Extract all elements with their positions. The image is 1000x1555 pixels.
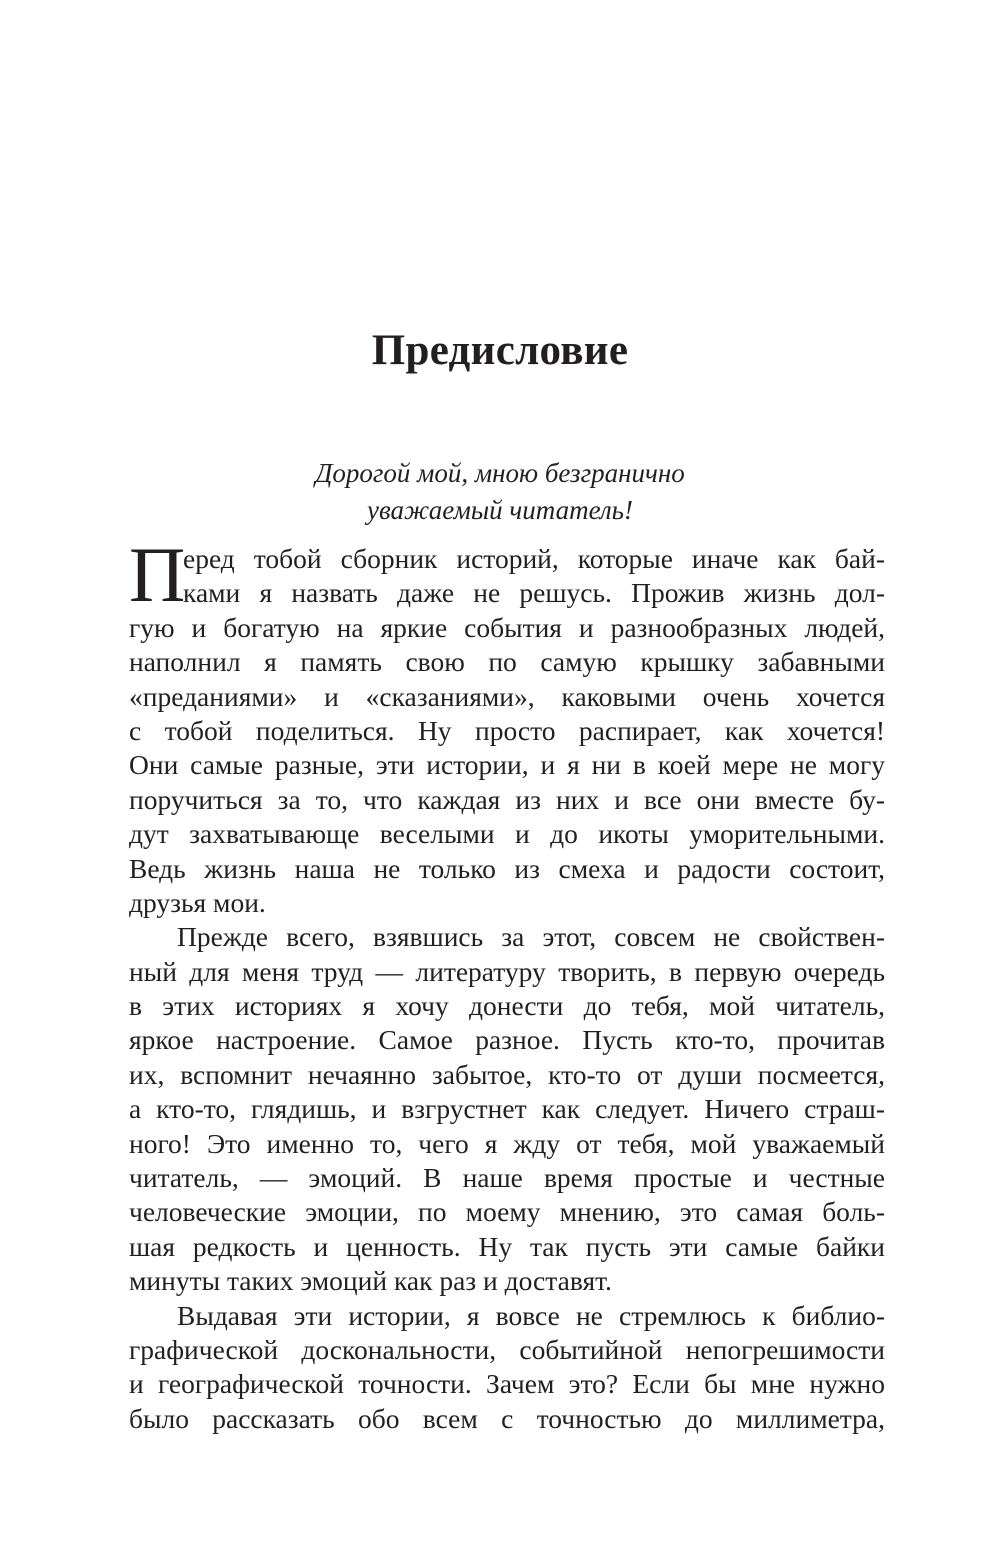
- text-line: «преданиями» и «сказаниями», каковыми очень хочется: [129, 680, 885, 712]
- paragraph: [129, 1299, 885, 1437]
- paragraph: [129, 531, 885, 920]
- text-line: Ведь жизнь наша не только из смеха и радости состоит,: [129, 852, 885, 884]
- chapter-title: Предисловие: [371, 327, 629, 374]
- text-line: ками я назвать даже не решусь. Прожив жизнь дол-: [183, 577, 885, 609]
- text-line: в этих историях я хочу донести до тебя, мой читатель,: [129, 990, 885, 1022]
- paragraph: [129, 920, 885, 1298]
- text-line: и географической точности. Зачем это? Если бы мне нужно: [129, 1368, 885, 1400]
- text-line: минуты таких эмоций как раз и доставят.: [129, 1265, 612, 1297]
- epigraph: [0, 455, 1000, 529]
- text-line: яркое настроение. Самое разное. Пусть кто-то, прочитав: [129, 1024, 885, 1056]
- text-line: человеческие эмоции, по моему мнению, это самая боль-: [129, 1196, 885, 1228]
- text-line: наполнил я память свою по самую крышку забавными: [129, 646, 885, 678]
- text-line: друзья мои.: [129, 886, 266, 918]
- text-line: Прежде всего, взявшись за этот, совсем не свойствен-: [177, 921, 885, 953]
- epigraph-line: уважаемый читатель!: [367, 495, 633, 525]
- text-line: ного! Это именно то, чего я жду от тебя, мой уважаемый: [129, 1127, 885, 1159]
- text-line: дут захватывающе веселыми и до икоты уморительными.: [129, 818, 885, 850]
- text-line: ный для меня труд — литературу творить, в первую очередь: [129, 955, 885, 987]
- text-line: еред тобой сборник историй, которые иначе как бай-: [183, 543, 885, 574]
- text-line: их, вспомнит нечаянно забытое, кто-то от души посмеется,: [129, 1058, 885, 1090]
- text-line: было рассказать обо всем с точностью до миллиметра,: [129, 1402, 885, 1434]
- text-line: гую и богатую на яркие события и разнообразных людей,: [129, 611, 885, 643]
- text-line: а кто-то, глядишь, и взгрустнет как следует. Ничего страш-: [129, 1093, 885, 1125]
- text-line: Они самые разные, эти истории, и я ни в коей мере не могу: [129, 749, 885, 781]
- body-text: [129, 531, 885, 1436]
- text-line: графической доскональности, событийной непогрешимости: [129, 1333, 885, 1365]
- text-line: читатель, — эмоций. В наше время простые и честные: [129, 1162, 885, 1194]
- text-line: Выдавая эти истории, я вовсе не стремлюсь к библио-: [177, 1299, 885, 1331]
- text-line: шая редкость и ценность. Ну так пусть эти самые байки: [129, 1230, 885, 1262]
- epigraph-line: Дорогой мой, мною безгранично: [315, 458, 685, 488]
- drop-cap: П: [129, 531, 186, 618]
- text-line: с тобой поделиться. Ну просто распирает, как хочется!: [129, 714, 885, 746]
- text-line: поручиться за то, что каждая из них и все они вместе бу-: [129, 783, 885, 815]
